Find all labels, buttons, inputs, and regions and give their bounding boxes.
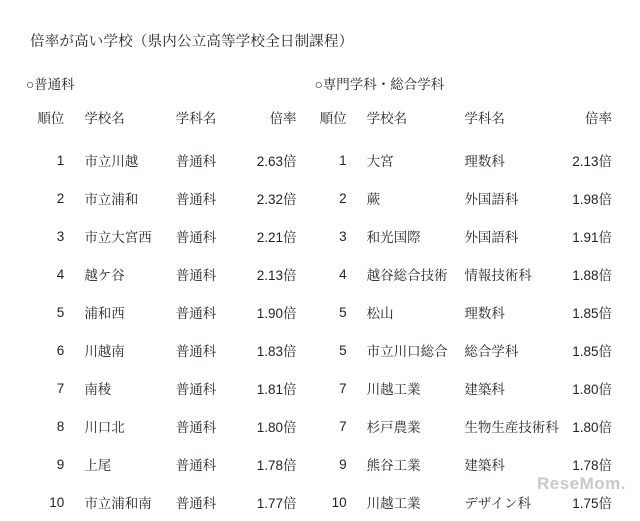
table-row bbox=[313, 407, 616, 445]
table-row bbox=[313, 217, 616, 255]
table-header-row bbox=[313, 107, 616, 141]
cell-department: 総合学科 bbox=[464, 344, 519, 359]
cell-department: 普通科 bbox=[175, 344, 217, 359]
table-row bbox=[24, 331, 303, 369]
cell-rank: 7 bbox=[339, 418, 347, 434]
cell-school: 川越工業 bbox=[366, 496, 421, 511]
ranking-table-specialized bbox=[313, 107, 616, 521]
cell-ratio: 1.78倍 bbox=[572, 458, 612, 473]
section-heading-general: ○普通科 bbox=[26, 77, 75, 92]
cell-department: 普通科 bbox=[175, 154, 217, 169]
column-header-department: 学科名 bbox=[175, 111, 217, 126]
table-row bbox=[313, 369, 616, 407]
cell-school: 和光国際 bbox=[366, 230, 421, 245]
table-row bbox=[24, 483, 303, 521]
section-heading-specialized: ○専門学科・総合学科 bbox=[314, 77, 445, 92]
tables-container bbox=[24, 73, 616, 521]
cell-rank: 4 bbox=[339, 266, 347, 282]
column-header-ratio: 倍率 bbox=[585, 111, 612, 126]
cell-rank: 2 bbox=[56, 190, 65, 206]
column-header-rank: 順位 bbox=[37, 111, 65, 126]
cell-rank: 2 bbox=[339, 190, 347, 206]
cell-ratio: 2.21倍 bbox=[256, 230, 297, 245]
table-row bbox=[313, 255, 616, 293]
cell-ratio: 1.75倍 bbox=[572, 496, 612, 511]
cell-ratio: 1.80倍 bbox=[572, 420, 612, 435]
page-title: 倍率が高い学校（県内公立高等学校全日制課程） bbox=[30, 34, 354, 50]
cell-department: 普通科 bbox=[175, 192, 217, 207]
cell-ratio: 2.13倍 bbox=[572, 154, 612, 169]
cell-ratio: 1.88倍 bbox=[572, 268, 612, 283]
cell-department: 理数科 bbox=[464, 154, 505, 169]
cell-school: 市立浦和 bbox=[84, 192, 139, 207]
cell-department: 普通科 bbox=[175, 306, 217, 321]
cell-rank: 5 bbox=[339, 342, 347, 358]
cell-school: 南稜 bbox=[84, 382, 112, 397]
cell-school: 越谷総合技術 bbox=[366, 268, 448, 283]
cell-department: 生物生産技術科 bbox=[464, 420, 559, 435]
table-row bbox=[24, 141, 303, 179]
cell-ratio: 1.81倍 bbox=[256, 382, 297, 397]
cell-rank: 1 bbox=[339, 152, 347, 168]
cell-rank: 9 bbox=[339, 456, 347, 472]
watermark: ReseMom. bbox=[536, 474, 626, 493]
cell-ratio: 2.32倍 bbox=[256, 192, 297, 207]
cell-ratio: 2.13倍 bbox=[256, 268, 297, 283]
cell-rank: 1 bbox=[56, 152, 65, 168]
cell-rank: 3 bbox=[56, 228, 65, 244]
cell-school: 市立大宮西 bbox=[84, 230, 152, 245]
table-row bbox=[24, 255, 303, 293]
cell-rank: 7 bbox=[56, 380, 65, 396]
column-header-school: 学校名 bbox=[84, 111, 125, 126]
cell-ratio: 1.83倍 bbox=[256, 344, 297, 359]
cell-department: 普通科 bbox=[175, 268, 217, 283]
cell-department: デザイン科 bbox=[464, 496, 531, 511]
column-header-department: 学科名 bbox=[464, 111, 505, 126]
cell-department: 普通科 bbox=[175, 496, 217, 511]
cell-ratio: 2.63倍 bbox=[256, 154, 297, 169]
section-general-course bbox=[24, 73, 303, 521]
cell-rank: 6 bbox=[56, 342, 65, 358]
cell-rank: 4 bbox=[56, 266, 65, 282]
ranking-table-general bbox=[24, 107, 303, 521]
cell-ratio: 1.78倍 bbox=[256, 458, 297, 473]
cell-department: 普通科 bbox=[175, 382, 217, 397]
cell-school: 市立浦和南 bbox=[84, 496, 152, 511]
cell-school: 大宮 bbox=[366, 154, 394, 169]
cell-school: 川越南 bbox=[84, 344, 125, 359]
cell-department: 建築科 bbox=[464, 382, 505, 397]
table-row bbox=[24, 293, 303, 331]
cell-ratio: 1.80倍 bbox=[572, 382, 612, 397]
cell-department: 建築科 bbox=[464, 458, 505, 473]
cell-school: 上尾 bbox=[84, 458, 112, 473]
cell-department: 普通科 bbox=[175, 230, 217, 245]
table-row bbox=[24, 217, 303, 255]
table-row bbox=[24, 445, 303, 483]
cell-rank: 10 bbox=[331, 494, 347, 510]
cell-school: 川口北 bbox=[84, 420, 125, 435]
table-row bbox=[313, 179, 616, 217]
section-specialized-course bbox=[313, 73, 616, 521]
cell-rank: 5 bbox=[339, 304, 347, 320]
cell-rank: 7 bbox=[339, 380, 347, 396]
column-header-school: 学校名 bbox=[366, 111, 408, 126]
cell-department: 情報技術科 bbox=[464, 268, 532, 283]
cell-rank: 5 bbox=[56, 304, 65, 320]
cell-school: 市立川口総合 bbox=[366, 344, 448, 359]
cell-school: 浦和西 bbox=[84, 306, 125, 321]
cell-school: 市立川越 bbox=[84, 154, 139, 169]
table-header-row bbox=[24, 107, 303, 141]
cell-department: 外国語科 bbox=[464, 230, 519, 245]
cell-school: 越ケ谷 bbox=[84, 268, 125, 283]
cell-rank: 3 bbox=[339, 228, 347, 244]
cell-school: 川越工業 bbox=[366, 382, 421, 397]
cell-department: 普通科 bbox=[175, 458, 217, 473]
cell-department: 理数科 bbox=[464, 306, 505, 321]
cell-ratio: 1.85倍 bbox=[572, 306, 612, 321]
cell-department: 普通科 bbox=[175, 420, 217, 435]
table-row bbox=[313, 331, 616, 369]
column-header-ratio: 倍率 bbox=[269, 111, 297, 126]
table-row bbox=[313, 293, 616, 331]
cell-rank: 9 bbox=[56, 456, 65, 472]
cell-ratio: 1.80倍 bbox=[256, 420, 297, 435]
cell-school: 蕨 bbox=[366, 192, 381, 207]
cell-rank: 10 bbox=[49, 494, 65, 510]
cell-ratio: 1.98倍 bbox=[572, 192, 612, 207]
table-row bbox=[24, 179, 303, 217]
table-row bbox=[24, 407, 303, 445]
column-header-rank: 順位 bbox=[319, 111, 347, 126]
table-row bbox=[24, 369, 303, 407]
cell-department: 外国語科 bbox=[464, 192, 519, 207]
table-row bbox=[313, 141, 616, 179]
cell-school: 熊谷工業 bbox=[366, 458, 421, 473]
cell-school: 杉戸農業 bbox=[366, 420, 421, 435]
cell-school: 松山 bbox=[366, 306, 394, 321]
cell-ratio: 1.91倍 bbox=[572, 230, 612, 245]
cell-ratio: 1.90倍 bbox=[256, 306, 297, 321]
cell-ratio: 1.85倍 bbox=[572, 344, 612, 359]
cell-rank: 8 bbox=[56, 418, 65, 434]
cell-ratio: 1.77倍 bbox=[256, 496, 297, 511]
